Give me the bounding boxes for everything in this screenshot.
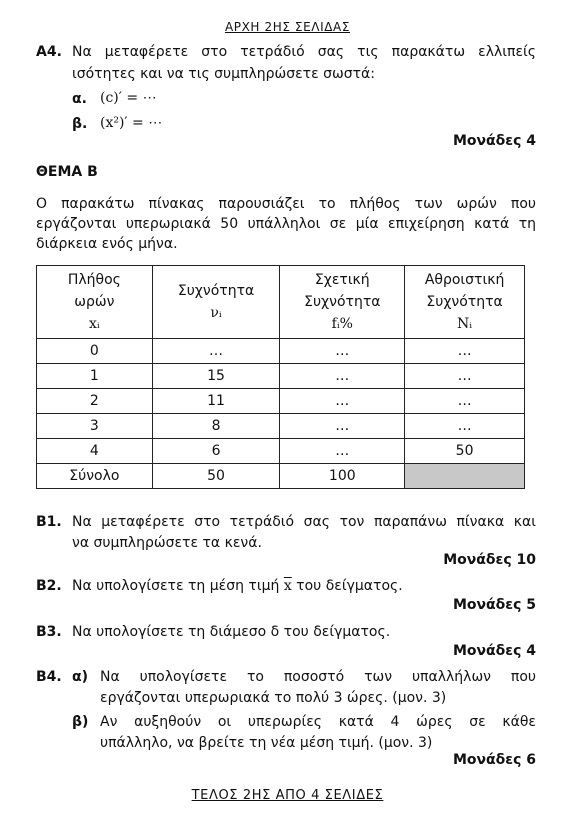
table-cell: 50 [405, 439, 525, 464]
table-cell: 8 [152, 414, 280, 439]
table-cell: … [405, 339, 525, 364]
question-a4-line1: Να μεταφέρετε στο τετράδιό σας τις παρακάτω ελλιπείς [72, 44, 536, 60]
question-b1-line2: να συμπληρώσετε τα κενά. [72, 535, 262, 551]
table-row [37, 339, 525, 364]
question-b2-label: Β2. [36, 578, 62, 594]
header-cumulative-frequency-line2: Συχνότητα [426, 294, 503, 310]
table-cell: … [280, 389, 405, 414]
header-relative-frequency-line2: Συχνότητα [304, 294, 381, 310]
header-hours-line1: Πλήθος [67, 272, 121, 288]
question-b4-alpha-label: α) [72, 669, 89, 685]
table-total-row [37, 464, 525, 489]
table-cell: 6 [152, 439, 280, 464]
page-header: ΑΡΧΗ 2ΗΣ ΣΕΛΙΔΑΣ [224, 20, 351, 34]
table-row [37, 414, 525, 439]
header-cumulative-frequency-line1: Αθροιστική [424, 272, 505, 288]
question-b1-line1: Να μεταφέρετε στο τετράδιό σας τον παραπάνω πίνακα και [72, 514, 536, 530]
question-a4-label: Α4. [36, 44, 62, 60]
table-row [37, 439, 525, 464]
table-cell: 3 [37, 414, 153, 439]
question-a4-alpha-expression: (c)′ = ⋯ [100, 90, 157, 106]
header-relative-frequency-line1: Σχετική [314, 272, 370, 288]
question-b2-points: Μονάδες 5 [452, 597, 536, 613]
table-cell: 2 [37, 389, 153, 414]
theme-b-intro-line3: διάρκεια ενός μήνα. [36, 236, 178, 252]
header-cumulative-frequency-symbol: Nᵢ [457, 316, 473, 332]
question-a4-beta-expression: (x²)′ = ⋯ [100, 115, 163, 131]
question-a4-line2: ισότητες και να τις συμπληρώσετε σωστά: [72, 66, 375, 82]
table-cell: 11 [152, 389, 280, 414]
question-b2-text-after: του δείγματος. [291, 578, 403, 594]
table-cell: … [280, 339, 405, 364]
question-b3-text: Να υπολογίσετε τη διάμεσο δ του δείγματος. [72, 624, 391, 640]
table-cell: … [280, 439, 405, 464]
header-frequency-symbol: νᵢ [210, 305, 222, 321]
question-a4-points: Μονάδες 4 [452, 133, 536, 149]
table-cell: … [405, 364, 525, 389]
mean-symbol: $\overline{x}$ [283, 578, 292, 594]
total-relative-frequency-cell: 100 [280, 464, 405, 489]
table-cell: 15 [152, 364, 280, 389]
header-frequency-line1: Συχνότητα [177, 283, 255, 299]
frequency-table [36, 265, 525, 489]
question-a4-alpha-label: α. [72, 91, 87, 107]
header-relative-frequency-symbol: fᵢ% [331, 316, 353, 332]
theme-b-intro-line2: εργάζονται υπερωριακά 50 υπάλληλοι σε μία επιχείρηση κατά τη [36, 216, 536, 232]
total-cumulative-shaded-cell [405, 464, 525, 489]
table-cell: 1 [37, 364, 153, 389]
question-a4-beta-label: β. [72, 116, 88, 132]
table-header-row [37, 266, 525, 339]
question-b1-label: Β1. [36, 514, 62, 530]
question-b2-text [72, 578, 403, 594]
table-cell: … [405, 389, 525, 414]
theme-b-intro-line1: Ο παρακάτω πίνακας παρουσιάζει το πλήθος των ωρών που [36, 196, 536, 212]
total-frequency-cell: 50 [152, 464, 280, 489]
question-b4-label: Β4. [36, 669, 62, 685]
question-b4-beta-label: β) [72, 714, 89, 730]
question-b3-points: Μονάδες 4 [452, 643, 536, 659]
header-hours-symbol: xᵢ [88, 316, 100, 332]
theme-b-title: ΘΕΜΑ Β [36, 164, 98, 180]
question-b4-alpha-line2: εργάζονται υπερωριακά το πολύ 3 ώρες. (μον. 3) [100, 690, 447, 706]
question-b4-points: Μονάδες 6 [452, 752, 536, 768]
total-label-cell: Σύνολο [37, 464, 153, 489]
question-b4-beta-line2: υπάλληλο, να βρείτε τη νέα μέση τιμή. (μον. 3) [100, 735, 433, 751]
page-footer: ΤΕΛΟΣ 2ΗΣ ΑΠΟ 4 ΣΕΛΙΔΕΣ [191, 788, 384, 803]
table-cell: … [280, 414, 405, 439]
header-hours-line2: ωρών [74, 294, 115, 310]
question-b4-alpha-line1: Να υπολογίσετε το ποσοστό των υπαλλήλων που [100, 669, 536, 685]
header-frequency [152, 266, 280, 339]
table-row [37, 364, 525, 389]
question-b4-beta-line1: Αν αυξηθούν οι υπερωρίες κατά 4 ώρες σε κάθε [100, 714, 536, 730]
question-b2-text-before: Να υπολογίσετε τη μέση τιμή [72, 578, 284, 594]
header-cumulative-frequency [405, 266, 525, 339]
table-row [37, 389, 525, 414]
table-cell: 0 [37, 339, 153, 364]
table-cell: … [280, 364, 405, 389]
table-cell: … [405, 414, 525, 439]
header-hours [37, 266, 153, 339]
header-relative-frequency [280, 266, 405, 339]
table-cell: 4 [37, 439, 153, 464]
table-cell: … [152, 339, 280, 364]
question-b1-points: Μονάδες 10 [443, 552, 536, 568]
question-b3-label: Β3. [36, 624, 62, 640]
